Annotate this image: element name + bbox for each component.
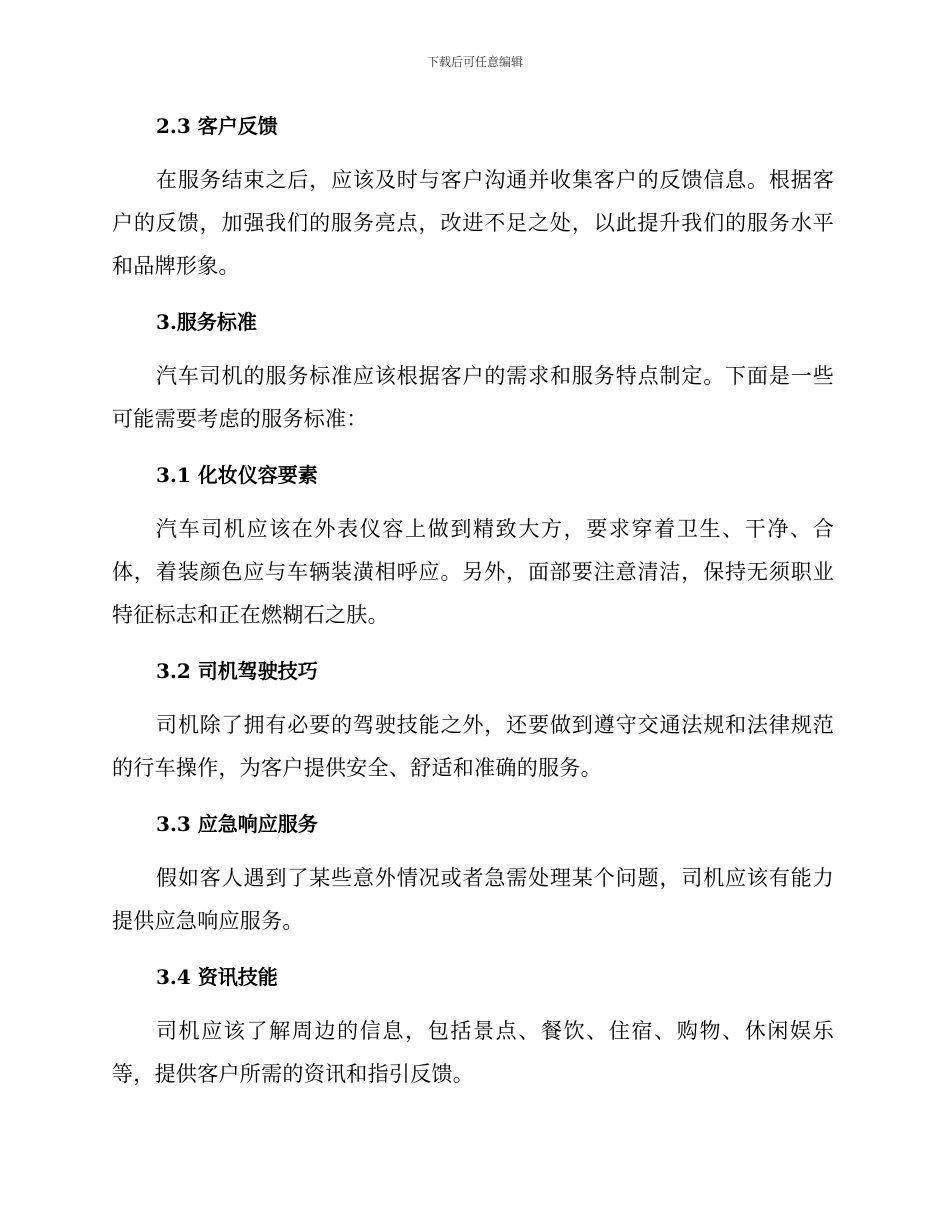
- section-heading-2-3: 2.3 客户反馈: [156, 114, 278, 138]
- section-paragraph-3-4: 司机应该了解周边的信息，包括景点、餐饮、住宿、购物、休闲娱乐等，提供客户所需的资讯和指引反馈。: [112, 1019, 834, 1086]
- page-header: 下载后可任意编辑: [426, 55, 523, 69]
- document-body: [112, 106, 834, 1096]
- section-paragraph-3-3: 假如客人遇到了某些意外情况或者急需处理某个问题，司机应该有能力提供应急响应服务。: [112, 866, 834, 933]
- section-paragraph-3: 汽车司机的服务标准应该根据客户的需求和服务特点制定。下面是一些可能需要考虑的服务标准：: [112, 364, 834, 431]
- section-paragraph-2-3: 在服务结束之后，应该及时与客户沟通并收集客户的反馈信息。根据客户的反馈，加强我们的服务亮点，改进不足之处，以此提升我们的服务水平和品牌形象。: [112, 168, 834, 278]
- section-heading-3-3: 3.3 应急响应服务: [156, 812, 318, 836]
- section-heading-3: 3.服务标准: [156, 310, 257, 334]
- section-heading-3-1: 3.1 化妆仪容要素: [156, 463, 318, 487]
- section-paragraph-3-2: 司机除了拥有必要的驾驶技能之外，还要做到遵守交通法规和法律规范的行车操作，为客户提供安全、舒适和准确的服务。: [112, 713, 834, 780]
- section-paragraph-3-1: 汽车司机应该在外表仪容上做到精致大方，要求穿着卫生、干净、合体，着装颜色应与车辆装潢相呼应。另外，面部要注意清洁，保持无须职业特征标志和正在燃糊石之肤。: [112, 517, 834, 627]
- section-heading-3-2: 3.2 司机驾驶技巧: [156, 659, 318, 683]
- section-heading-3-4: 3.4 资讯技能: [156, 965, 278, 989]
